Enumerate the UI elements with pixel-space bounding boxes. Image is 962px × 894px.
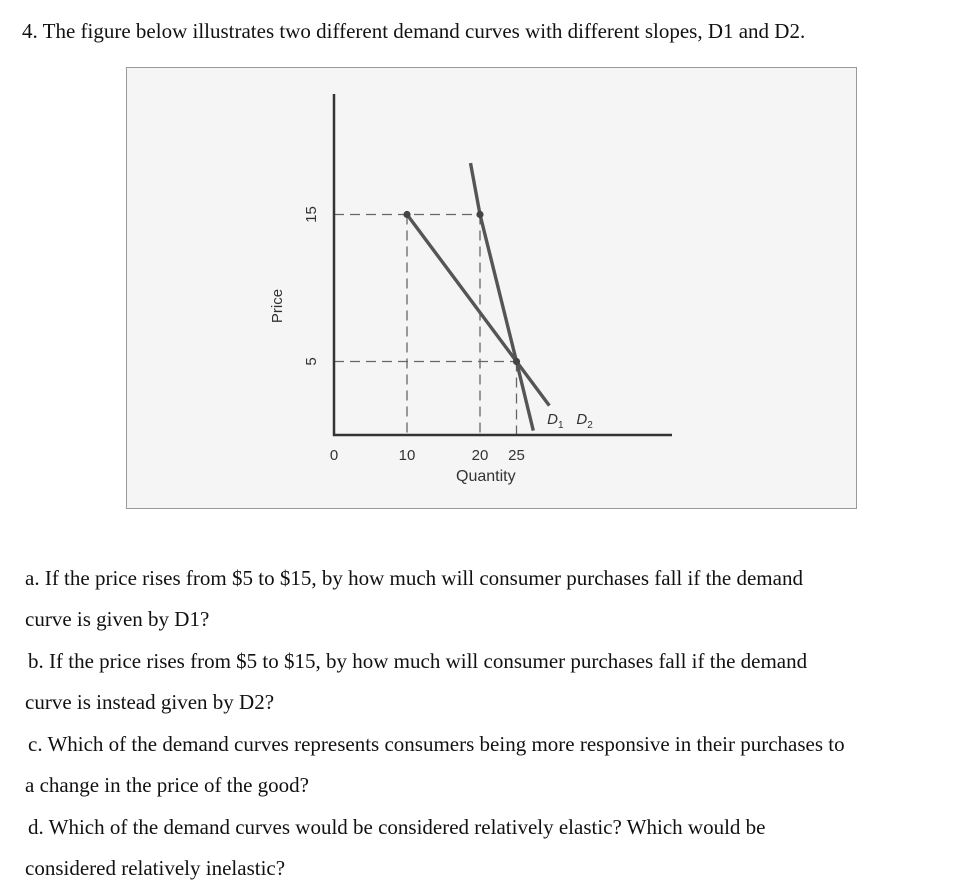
- part-b-line-1: b. If the price rises from $5 to $15, by how much will consumer purchases fall if the demand: [28, 649, 808, 673]
- part-c-line-2: a change in the price of the good?: [25, 773, 309, 797]
- part-b-line-2: curve is instead given by D2?: [25, 690, 275, 714]
- x-tick-label-20: 20: [471, 447, 489, 464]
- x-tick-label-0: 0: [329, 447, 339, 464]
- point-q25-p5: [513, 358, 520, 365]
- y-tick-label-15: 15: [303, 206, 320, 223]
- y-axis-label: Price: [269, 288, 286, 324]
- curve-label-d1: $D_1$: [547, 411, 564, 431]
- question-title: 4. The figure below illustrates two different demand curves with different slopes, D1 and D2.: [22, 19, 806, 43]
- part-d-line-1: d. Which of the demand curves would be considered relatively elastic? Which would be: [28, 815, 766, 839]
- part-a-line-1: a. If the price rises from $5 to $15, by how much will consumer purchases fall if the demand: [25, 566, 803, 590]
- part-c-line-1: c. Which of the demand curves represents consumers being more responsive in their purchases to: [28, 732, 845, 756]
- point-q10-p15: [403, 211, 410, 218]
- demand-chart: [127, 68, 856, 508]
- x-tick-label-25: 25: [508, 447, 525, 464]
- x-axis-label: Quantity: [456, 468, 516, 485]
- y-tick-label-5: 5: [303, 357, 320, 366]
- x-tick-label-10: 10: [398, 447, 416, 464]
- demand-curves-figure: [126, 67, 857, 509]
- axes: [333, 94, 672, 436]
- point-q20-p15: [476, 211, 483, 218]
- part-a-line-2: curve is given by D1?: [25, 607, 210, 631]
- demand-curves: [407, 163, 549, 431]
- part-d-line-2: considered relatively inelastic?: [25, 856, 286, 880]
- curve-label-d2: $D_2$: [576, 411, 593, 431]
- demand-curve-d1: [407, 215, 549, 406]
